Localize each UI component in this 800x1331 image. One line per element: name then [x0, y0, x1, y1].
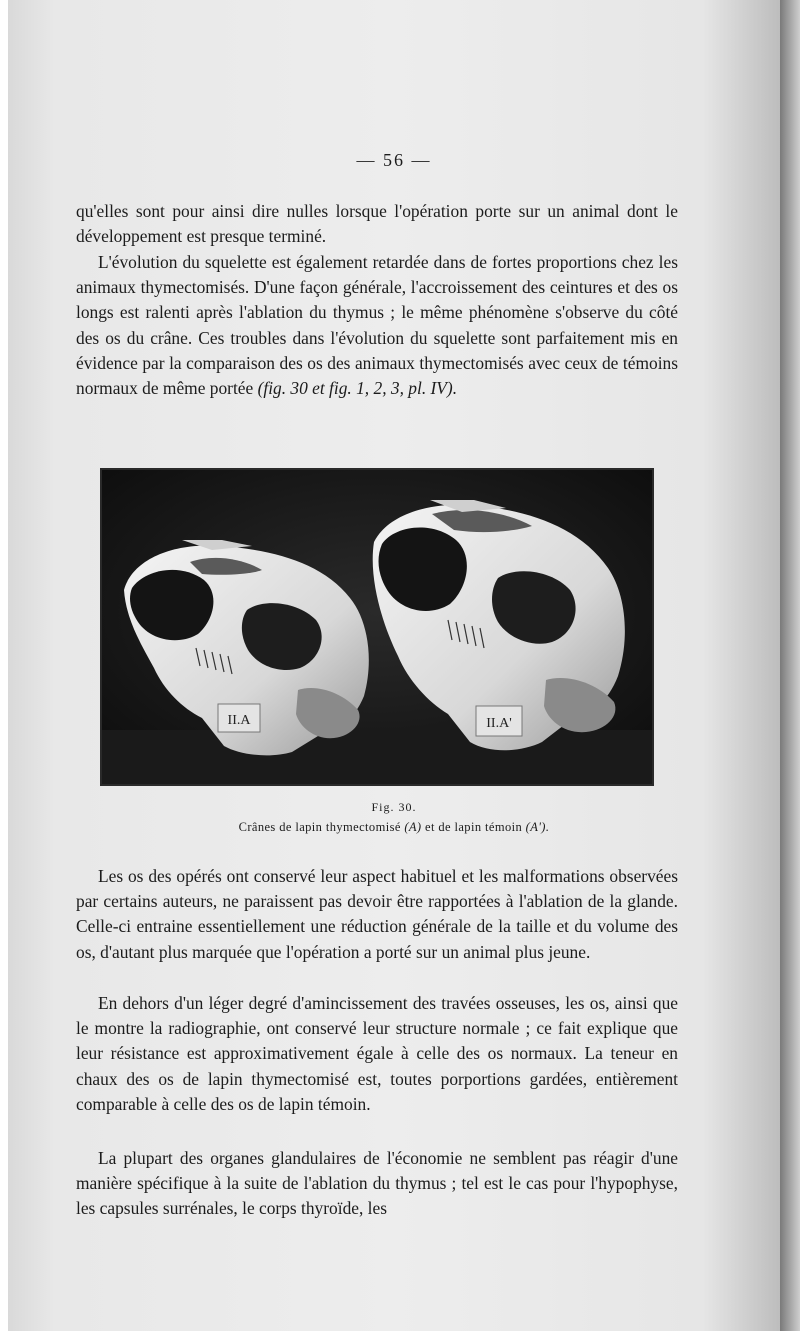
paragraph-1: qu'elles sont pour ainsi dire nulles lorsque l'opération porte sur un animal dont le développement est presque terminé.	[76, 201, 678, 247]
caption-ref-b: (A').	[525, 820, 550, 834]
paragraph-5: La plupart des organes glandulaires de l'économie ne semblent pas réagir d'une manière spécifique à la suite de l'ablation du thymus ; tel est le cas pour l'hypophyse, les capsules surrénales, le corps thyroïde, les	[76, 1148, 678, 1219]
caption-part-b: et de lapin témoin	[421, 820, 526, 834]
book-page	[8, 0, 780, 1331]
figure-reference: (fig. 30 et fig. 1, 2, 3, pl. IV).	[257, 378, 458, 399]
page-number: — 56 —	[356, 150, 432, 170]
paragraph-2-text: L'évolution du squelette est également retardée dans de fortes proportions chez les animaux thymectomisés. D'une façon générale, l'accroissement des ceintures et des os longs est ralenti après l'ablation du thymus ; le même phénomène s'observe du côté des os du crâne. Ces troubles dans l'évolution du squelette sont parfaitement mis en évidence par la comparaison des os des animaux thymectomisés avec ceux de témoins normaux de même portée	[76, 252, 678, 399]
skull-left-tag: II.A	[227, 713, 251, 728]
skull-right-tag: II.A'	[486, 716, 512, 731]
figure-label: Fig. 30.	[371, 800, 417, 814]
skulls-photograph	[102, 470, 652, 784]
caption-part-a: Crânes de lapin thymectomisé	[238, 820, 405, 834]
paragraph-4: En dehors d'un léger degré d'amincissement des travées osseuses, les os, ainsi que le montre la radiographie, ont conservé leur structure normale ; ce fait explique que leur résistance est approximativement égale à celle des os normaux. La teneur en chaux des os de lapin thymectomisé est, toutes porportions gardées, entièrement comparable à celle des os de lapin témoin.	[76, 993, 678, 1114]
page-edge-shadow	[780, 0, 800, 1331]
figure-skulls-photo	[100, 468, 654, 786]
paragraph-3: Les os des opérés ont conservé leur aspect habituel et les malformations observées par certains auteurs, ne paraissent pas devoir être rapportées à l'ablation de la glande. Celle-ci entraine essentiellement une réduction générale de la taille et du volume des os, d'autant plus marquée que l'opération a porté sur un animal plus jeune.	[76, 866, 678, 962]
paragraph-2	[76, 250, 678, 401]
figure-caption	[8, 820, 780, 835]
caption-ref-a: (A)	[404, 820, 422, 834]
